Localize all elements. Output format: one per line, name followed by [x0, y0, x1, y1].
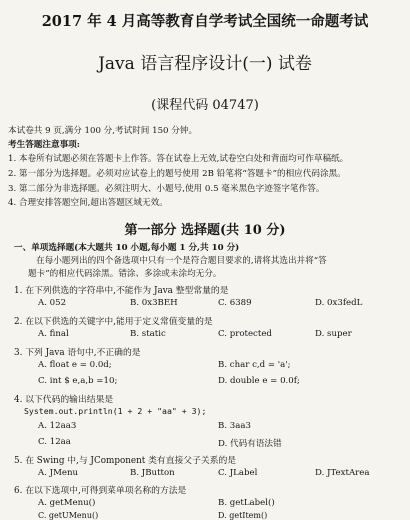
option-d: D. super [315, 329, 352, 339]
option-b: B. 3aa3 [218, 421, 251, 431]
option-b: B. char c,d = 'a'; [218, 360, 291, 370]
note-item: 4. 合理安排答题空间,超出答题区域无效。 [8, 198, 168, 208]
question-stem: 5. 在 Swing 中,与 JComponent 类有直接父子关系的是 [14, 456, 237, 466]
note-item: 1. 本卷所有试题必须在答题卡上作答。答在试卷上无效,试卷空白处和背面均可作草稿纸。 [8, 154, 349, 164]
option-d: D. 代码有语法错 [218, 439, 282, 449]
option-d: D. 0x3fedL [315, 298, 363, 308]
question-stem: 4. 以下代码的输出结果是 [14, 395, 114, 405]
option-a: A. float e = 0.0d; [38, 360, 112, 370]
option-d: D. JTextArea [315, 468, 370, 478]
option-a: A. getMenu() [38, 498, 96, 508]
course-code: (课程代码 04747) [151, 98, 259, 113]
question-stem: 6. 在以下选项中,可得到菜单项名称的方法是 [14, 486, 187, 496]
question-stem: 1. 在下列供选的字符串中,不能作为 Java 整型常量的是 [14, 286, 229, 296]
option-c: C. 6389 [218, 298, 252, 308]
option-c: C. getUMenu() [38, 511, 99, 520]
option-b: B. getLabel() [218, 498, 275, 508]
question-stem: 3. 下列 Java 语句中,不正确的是 [14, 348, 141, 358]
option-a: A. 12aa3 [38, 421, 77, 431]
option-d: D. double e = 0.0f; [218, 376, 300, 386]
option-a: A. 052 [38, 298, 67, 308]
option-b: B. static [130, 329, 166, 339]
note-item: 2. 第一部分为选择题。必须对应试卷上的题号使用 2B 铅笔将“答题卡”的相应代码涂黑。 [8, 169, 346, 179]
exam-title: 2017 年 4 月高等教育自学考试全国统一命题考试 [41, 13, 369, 30]
notes-heading: 考生答题注意事项: [8, 140, 80, 150]
section-title: 一、单项选择题(本大题共 10 小题,每小题 1 分,共 10 分) [14, 243, 240, 253]
exam-intro: 本试卷共 9 页,满分 100 分,考试时间 150 分钟。 [8, 126, 198, 136]
option-a: A. JMenu [38, 468, 79, 478]
option-c: C. protected [218, 329, 272, 339]
option-c: C. 12aa [38, 437, 71, 447]
option-b: B. 0x3BEH [130, 298, 178, 308]
option-d: D. getItem() [218, 511, 268, 520]
code-snippet: System.out.println(1 + 2 + "aa" + 3); [24, 406, 207, 416]
option-b: B. JButton [130, 468, 175, 478]
option-c: C. JLabel [218, 468, 258, 478]
note-item: 3. 第二部分为非选择题。必须注明大、小题号,使用 0.5 毫米黑色字迹签字笔作答。 [8, 184, 325, 194]
question-stem: 2. 在以下供选的关键字中,能用于定义常值变量的是 [14, 317, 213, 327]
option-c: C. int $ e,a,b =10; [38, 376, 118, 386]
section-instruction: 题卡”的相应代码涂黑。错涂、多涂或未涂均无分。 [28, 269, 222, 279]
paper-title: Java 语言程序设计(一) 试卷 [98, 54, 312, 74]
option-a: A. final [38, 329, 69, 339]
section-instruction: 在每小题列出的四个备选项中只有一个是符合题目要求的,请将其选出并将“答 [36, 256, 327, 266]
part-one-title: 第一部分 选择题(共 10 分) [124, 223, 286, 238]
